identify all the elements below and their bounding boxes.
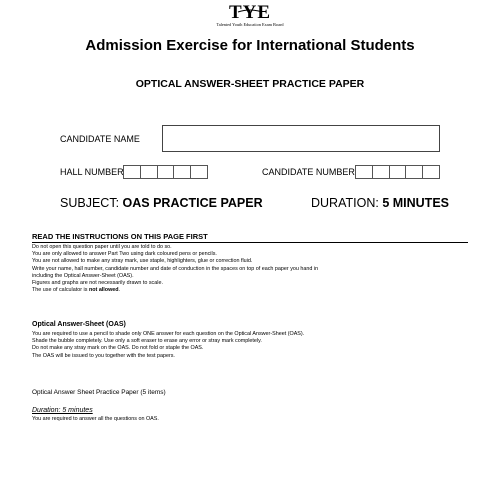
- final-instruction: You are required to answer all the questions on OAS.: [32, 416, 159, 422]
- instruction-line: Do not open this question paper until you are told to do so.: [32, 244, 172, 250]
- instructions-title: READ THE INSTRUCTIONS ON THIS PAGE FIRST: [32, 232, 208, 241]
- candidate-name-field[interactable]: [162, 125, 440, 152]
- oas-line: Shade the bubble completely. Use only a soft eraser to erase any error or stray mark completely.: [32, 338, 262, 345]
- candidate-number-field[interactable]: [355, 165, 440, 179]
- instruction-line: Figures and graphs are not necessarily drawn to scale.: [32, 280, 163, 287]
- oas-instructions: [32, 331, 472, 360]
- duration-line: [311, 196, 449, 210]
- instruction-line: Write your name, hall number, candidate number and date of conduction in the spaces on top of each paper you hand in: [32, 265, 319, 272]
- divider: [32, 242, 468, 243]
- instructions-list: [32, 244, 472, 294]
- calculator-instruction: The use of calculator is not allowed.: [32, 287, 121, 294]
- exam-board-logo: TYE: [228, 2, 272, 23]
- candidate-name-label: CANDIDATE NAME: [60, 134, 140, 144]
- exam-board-name: Talented Youth Education Exam Board: [216, 22, 284, 27]
- duration-note: Duration: 5 minutes: [32, 407, 93, 414]
- duration-label: DURATION:: [311, 196, 379, 210]
- page-title: Admission Exercise for International Students: [85, 37, 415, 54]
- instruction-line: including the Optical Answer-Sheet (OAS).: [32, 272, 134, 279]
- subject-line: [60, 196, 263, 210]
- page-subtitle: OPTICAL ANSWER-SHEET PRACTICE PAPER: [135, 78, 365, 90]
- paper-description: Optical Answer Sheet Practice Paper (5 items): [32, 389, 166, 396]
- oas-section-title: Optical Answer-Sheet (OAS): [32, 321, 126, 328]
- duration-value: 5 MINUTES: [382, 196, 449, 210]
- hall-number-field[interactable]: [123, 165, 208, 179]
- hall-number-label: HALL NUMBER: [60, 167, 124, 177]
- candidate-number-label: CANDIDATE NUMBER: [262, 167, 355, 177]
- oas-line: You are required to use a pencil to shade only ONE answer for each question on the Optical Answer-Sheet (OAS).: [32, 331, 305, 337]
- oas-line: The OAS will be issued to you together with the test papers.: [32, 352, 175, 359]
- subject-value: OAS PRACTICE PAPER: [122, 196, 263, 210]
- oas-line: Do not make any stray mark on the OAS. Do not fold or staple the OAS.: [32, 345, 204, 352]
- subject-label: SUBJECT:: [60, 196, 120, 210]
- instruction-line: You are not allowed to make any stray mark, use staple, highlighters, glue or correction fluid.: [32, 258, 253, 265]
- instruction-line: You are only allowed to answer Part Two using dark coloured pens or pencils.: [32, 251, 217, 258]
